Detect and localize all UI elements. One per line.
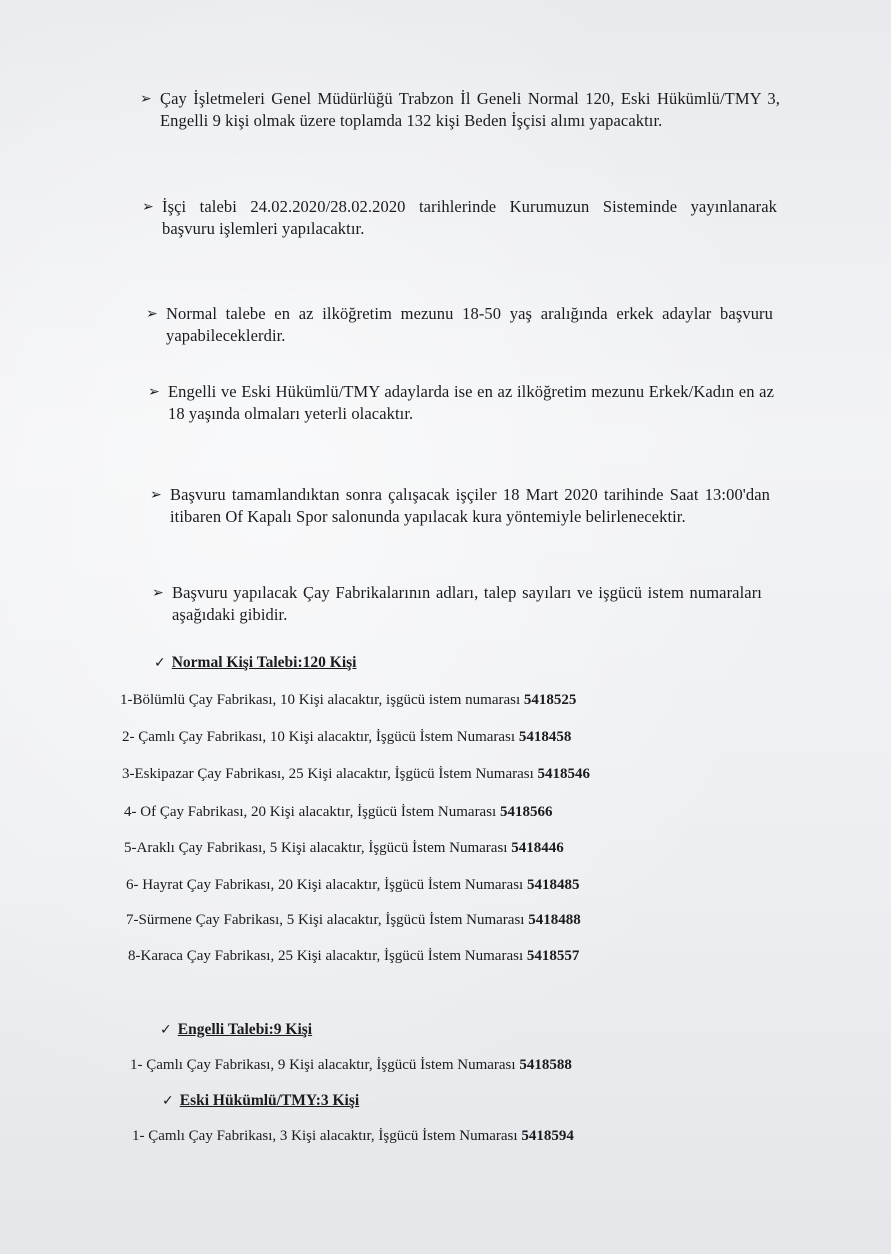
list-item-text: 5-Araklı Çay Fabrikası, 5 Kişi alacaktır, İşgücü İstem Numarası <box>124 840 512 856</box>
list-item <box>126 877 579 894</box>
list-item <box>122 729 571 746</box>
checkmark-icon: ✓ <box>162 1093 174 1109</box>
istem-number: 5418446 <box>511 840 564 856</box>
istem-number: 5418566 <box>499 804 553 820</box>
list-item <box>122 766 590 783</box>
bullet-item <box>148 381 774 425</box>
checkmark-icon: ✓ <box>154 655 166 671</box>
list-item-text: 7-Sürmene Çay Fabrikası, 5 Kişi alacaktır, İşgücü İstem Numarası <box>126 912 529 928</box>
bullet-item <box>146 303 773 347</box>
checkmark-icon: ✓ <box>160 1022 172 1038</box>
istem-number: 5418588 <box>519 1057 572 1073</box>
bullet-item <box>150 484 770 528</box>
istem-number: 5418458 <box>518 729 572 745</box>
arrow-bullet-icon: ➢ <box>152 585 164 601</box>
list-item-text: 1- Çamlı Çay Fabrikası, 9 Kişi alacaktır, İşgücü İstem Numarası <box>130 1057 520 1073</box>
list-item <box>126 912 581 929</box>
section-heading <box>160 1021 312 1039</box>
bullet-text: Engelli ve Eski Hükümlü/TMY adaylarda ise en az ilköğretim mezunu Erkek/Kadın en az 18 yaşında olmaları yeterli olacaktır. <box>168 382 774 423</box>
list-item <box>124 840 564 857</box>
list-item-text: 2- Çamlı Çay Fabrikası, 10 Kişi alacaktır, İşgücü İstem Numarası <box>122 729 519 745</box>
bullet-text: Normal talebe en az ilköğretim mezunu 18-50 yaş aralığında erkek adaylar başvuru yapabileceklerdir. <box>166 304 773 345</box>
bullet-item <box>142 196 777 240</box>
section-heading-label: Eski Hükümlü/TMY:3 Kişi <box>179 1092 360 1109</box>
istem-number: 5418525 <box>523 692 577 708</box>
list-item <box>120 692 576 709</box>
arrow-bullet-icon: ➢ <box>146 306 158 322</box>
list-item <box>124 804 552 821</box>
bullet-text: Çay İşletmeleri Genel Müdürlüğü Trabzon İl Geneli Normal 120, Eski Hükümlü/TMY 3, Engelli 9 kişi olmak üzere toplamda 132 kişi Beden İşçisi alımı yapacaktır. <box>160 89 780 130</box>
list-item-text: 4- Of Çay Fabrikası, 20 Kişi alacaktır, İşgücü İstem Numarası <box>124 804 500 820</box>
bullet-text: Başvuru tamamlandıktan sonra çalışacak işçiler 18 Mart 2020 tarihinde Saat 13:00'dan itibaren Of Kapalı Spor salonunda yapılacak kura yöntemiyle belirlenecektir. <box>170 485 770 526</box>
list-item <box>128 948 579 965</box>
list-item-text: 8-Karaca Çay Fabrikası, 25 Kişi alacaktır, İşgücü İstem Numarası <box>128 948 527 964</box>
istem-number: 5418594 <box>521 1128 574 1144</box>
section-heading <box>154 654 356 672</box>
section-heading-label: Engelli Talebi:9 Kişi <box>177 1021 313 1038</box>
bullet-text: İşçi talebi 24.02.2020/28.02.2020 tarihlerinde Kurumuzun Sisteminde yayınlanarak başvuru işlemleri yapılacaktır. <box>162 197 777 238</box>
list-item-text: 1- Çamlı Çay Fabrikası, 3 Kişi alacaktır, İşgücü İstem Numarası <box>132 1128 522 1144</box>
section-heading <box>162 1092 359 1110</box>
istem-number: 5418546 <box>537 766 591 782</box>
list-item <box>132 1128 574 1145</box>
bullet-item <box>152 582 762 626</box>
list-item-text: 1-Bölümlü Çay Fabrikası, 10 Kişi alacaktır, işgücü istem numarası <box>120 692 524 708</box>
arrow-bullet-icon: ➢ <box>142 199 154 215</box>
bullet-item <box>140 88 780 132</box>
list-item-text: 3-Eskipazar Çay Fabrikası, 25 Kişi alacaktır, İşgücü İstem Numarası <box>122 766 538 782</box>
istem-number: 5418557 <box>526 948 580 964</box>
bullet-text: Başvuru yapılacak Çay Fabrikalarının adları, talep sayıları ve işgücü istem numaraları aşağıdaki gibidir. <box>172 583 762 624</box>
list-item <box>130 1057 572 1074</box>
section-heading-label: Normal Kişi Talebi:120 Kişi <box>171 654 357 671</box>
istem-number: 5418488 <box>528 912 581 928</box>
arrow-bullet-icon: ➢ <box>140 91 152 107</box>
arrow-bullet-icon: ➢ <box>148 384 160 400</box>
list-item-text: 6- Hayrat Çay Fabrikası, 20 Kişi alacaktır, İşgücü İstem Numarası <box>126 877 527 893</box>
istem-number: 5418485 <box>526 877 580 893</box>
arrow-bullet-icon: ➢ <box>150 487 162 503</box>
